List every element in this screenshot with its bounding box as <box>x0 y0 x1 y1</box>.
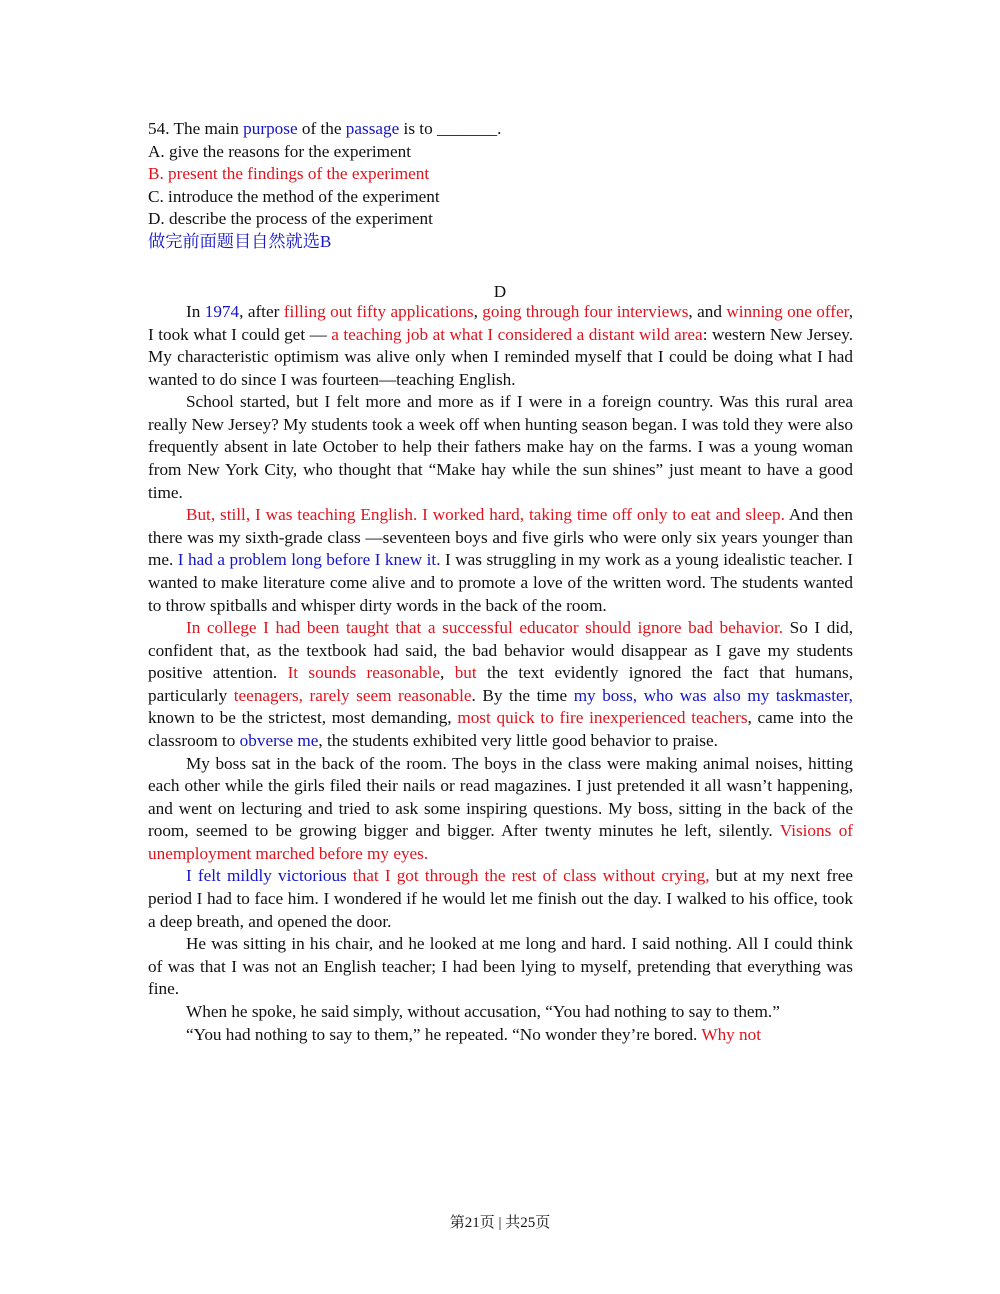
highlight-red: that I got through the rest of class without crying, <box>346 866 710 886</box>
text-run: known to be the strictest, most demanding, <box>148 708 458 728</box>
paragraph-1 <box>148 301 853 391</box>
text-run: , I took what I could get — <box>148 302 853 344</box>
text-run: So I did, confident that, as the textbook had said, the bad behavior would disappear as I gave my students positive attention. <box>148 618 853 683</box>
paragraph-4 <box>148 617 853 752</box>
text-run: . By the time <box>471 685 574 705</box>
question-54 <box>148 118 853 254</box>
highlight-red: Why not <box>701 1024 762 1044</box>
paragraph-3 <box>148 504 853 617</box>
paragraph-7 <box>148 933 853 1001</box>
text-run: 54. The main <box>148 119 244 138</box>
option-d <box>148 208 853 231</box>
paragraph-6 <box>148 865 853 933</box>
text-run: He was sitting in his chair, and he looked at me long and hard. I said nothing. All I could think of was that I was not an English teacher; I had been lying to myself, pretending that everything was fine. <box>148 934 853 999</box>
text-run: My boss sat in the back of the room. The boys in the class were making animal noises, hitting each other while the girls filed their nails or read magazines. I just pretended it all wasn’t happening, and went on lecturing and tried to ask some inspiring questions. My boss, sitting in the back of the room, seemed to be growing bigger and bigger. After twenty minutes he left, silently. <box>148 753 853 841</box>
text-run: And then there was my sixth-grade class —seventeen boys and five girls who were only six years younger than me. <box>148 505 853 570</box>
option-b <box>148 163 853 186</box>
text-run: , after <box>239 302 284 321</box>
section-title: D <box>493 282 507 301</box>
text-run: of the <box>297 119 346 138</box>
answer-note: 做完前面题目自然就选B <box>148 231 332 251</box>
highlight-red: teenagers, rarely seem reasonable <box>233 685 472 705</box>
highlight-red: Visions of unemployment marched before my eyes. <box>148 821 854 863</box>
text-run: A. give the reasons for the experiment <box>148 141 411 161</box>
highlight-red: B. present the findings of the experiment <box>148 164 430 184</box>
text-run: is to _______. <box>399 119 502 138</box>
highlight-red: winning one offer <box>726 302 849 321</box>
highlight-blue: obverse me <box>239 730 319 750</box>
text-run: : western New Jersey. My characteristic optimism was alive only when I reminded myself that I could be doing what I had wanted to do since I was fourteen—teaching English. <box>148 324 853 389</box>
text-run: , came into the classroom to <box>148 708 853 750</box>
text-run: C. introduce the method of the experiment <box>148 186 440 206</box>
passage-d <box>148 301 853 1046</box>
paragraph-9 <box>148 1024 853 1047</box>
highlight-blue: I felt mildly victorious <box>186 866 347 886</box>
highlight-blue: purpose <box>243 119 298 138</box>
highlight-red: It sounds reasonable <box>287 663 441 683</box>
option-c <box>148 186 853 209</box>
highlight-red: But, still, I was teaching English. I worked hard, taking time off only to eat and sleep. <box>186 505 785 525</box>
text-run: When he spoke, he said simply, without accusation, “You had nothing to say to them.” <box>186 1001 780 1021</box>
highlight-blue: I had a problem long before I knew it. <box>177 550 441 570</box>
text-run: , <box>440 663 455 683</box>
paragraph-8 <box>148 1001 853 1024</box>
highlight-red: but <box>454 663 477 683</box>
highlight-blue: 1974 <box>204 302 240 321</box>
text-run: School started, but I felt more and more as if I were in a foreign country. Was this rural area really New Jersey? My students took a week off when hunting season began. I was told they were also frequently absent in late October to help their fathers make hay on the farms. I was a young woman from New York City, who thought that “Make hay while the sun shines” just meant to have a good time. <box>148 392 853 502</box>
highlight-red: going through four interviews <box>482 302 689 321</box>
highlight-blue: my boss, who was also my taskmaster, <box>573 685 853 705</box>
text-run: “You had nothing to say to them,” he repeated. “No wonder they’re bored. <box>186 1024 702 1044</box>
highlight-red: a teaching job at what I considered a distant wild area <box>331 324 703 344</box>
page-footer: 第21页 | 共25页 <box>449 1215 551 1231</box>
text-run: , <box>473 302 483 321</box>
text-run: the text evidently ignored the fact that humans, particularly <box>148 663 853 705</box>
question-stem <box>148 118 853 141</box>
text-run: , and <box>688 302 727 321</box>
text-run: , the students exhibited very little good behavior to praise. <box>318 730 718 750</box>
option-a <box>148 141 853 164</box>
text-run: D. describe the process of the experiment <box>148 209 433 229</box>
highlight-red: most quick to fire inexperienced teachers <box>457 708 748 728</box>
highlight-red: filling out fifty applications <box>283 302 474 321</box>
highlight-blue: passage <box>345 119 400 138</box>
text-run: I was struggling in my work as a young idealistic teacher. I wanted to make literature come alive and to promote a love of the written word. The students wanted to throw spitballs and whisper dirty words in the back of the room. <box>148 550 853 615</box>
text-run: In <box>186 302 205 321</box>
paragraph-2 <box>148 391 853 504</box>
paragraph-5 <box>148 753 853 866</box>
highlight-red: In college I had been taught that a successful educator should ignore bad behavior. <box>186 618 784 638</box>
text-run: but at my next free period I had to face him. I wondered if he would let me finish out the day. I walked to his office, took a deep breath, and opened the door. <box>148 866 853 931</box>
